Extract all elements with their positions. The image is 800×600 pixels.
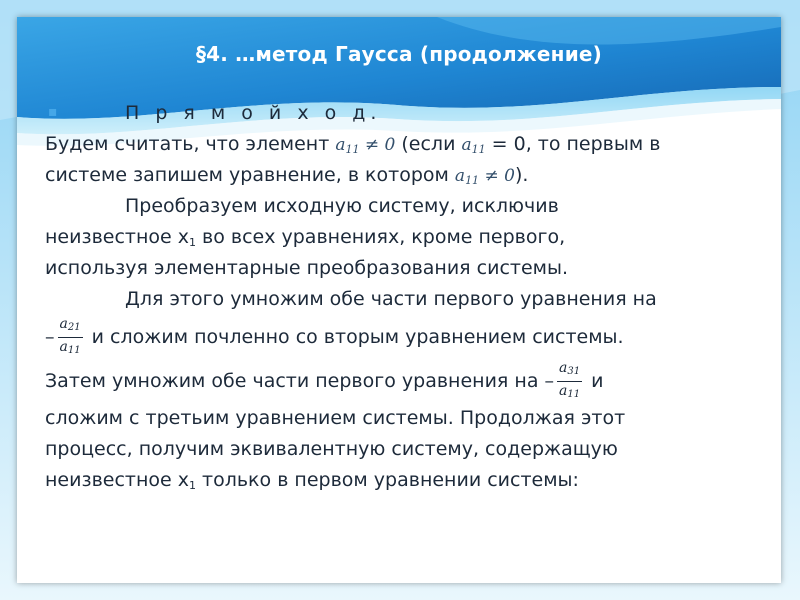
paragraph-2-line-2: [45, 222, 745, 253]
paragraph-3-line-2: [45, 315, 745, 359]
subscript: 1: [188, 236, 196, 249]
minus-sign: –: [45, 326, 55, 348]
paragraph-2-line-1: [45, 191, 745, 222]
text-fragment: , то первым в: [525, 133, 661, 155]
paragraph-2-line-3: [45, 253, 745, 284]
math-eq-zero: = 0: [485, 133, 526, 155]
slide-body: [45, 98, 745, 496]
paragraph-3-line-1: [45, 284, 745, 315]
fraction-a31-a11: $\frac{a31}{a11}$: [559, 360, 581, 400]
text-fragment: и сложим почленно со вторым уравнением системы.: [85, 326, 624, 348]
text-fragment: Будем считать, что элемент: [45, 133, 336, 155]
text-fragment: Для этого умножим обе части первого уравнения на: [125, 288, 657, 310]
text-fragment: ).: [514, 164, 529, 186]
math-a11: $a_{11}$: [335, 135, 360, 156]
bullet-icon: ▪: [48, 104, 58, 120]
subscript: 1: [188, 479, 196, 492]
minus-sign: –: [544, 370, 555, 392]
paragraph-3-line-5: [45, 434, 745, 465]
text-fragment: сложим с третьим уравнением системы. Продолжая этот: [45, 407, 626, 429]
paragraph-1-line-1: [45, 129, 745, 160]
text-fragment: (если: [395, 133, 462, 155]
paragraph-3-line-3: [45, 359, 745, 403]
text-fragment: системе запишем уравнение, в котором: [45, 164, 455, 186]
text-fragment: процесс, получим эквивалентную систему, содержащую: [45, 438, 618, 460]
text-fragment: Затем умножим обе части первого уравнения на: [45, 370, 545, 392]
text-fragment: во всех уравнениях, кроме первого,: [195, 226, 566, 248]
math-a11: $a_{11}$: [454, 166, 480, 187]
paragraph-3-line-4: [45, 403, 745, 434]
math-neq-zero: ≠ 0: [359, 135, 396, 155]
slide-title: §4. …метод Гаусса (продолжение): [195, 42, 603, 66]
text-fragment: и: [585, 370, 604, 392]
heading-line: [45, 98, 745, 129]
text-fragment: только в первом уравнении системы:: [195, 469, 579, 491]
text-fragment: неизвестное x: [45, 469, 189, 491]
text-fragment: неизвестное x: [45, 226, 189, 248]
math-a11: $a_{11}$: [461, 135, 486, 156]
text-fragment: используя элементарные преобразования системы.: [45, 257, 569, 279]
fraction-a21-a11: $\frac{a21}{a11}$: [59, 316, 81, 356]
math-neq-zero: ≠ 0: [479, 166, 515, 186]
text-fragment: Преобразуем исходную систему, исключив: [125, 195, 559, 217]
paragraph-3-line-6: [45, 465, 745, 496]
paragraph-1-line-2: [45, 160, 745, 191]
section-heading: П р я м о й х о д.: [125, 102, 382, 124]
